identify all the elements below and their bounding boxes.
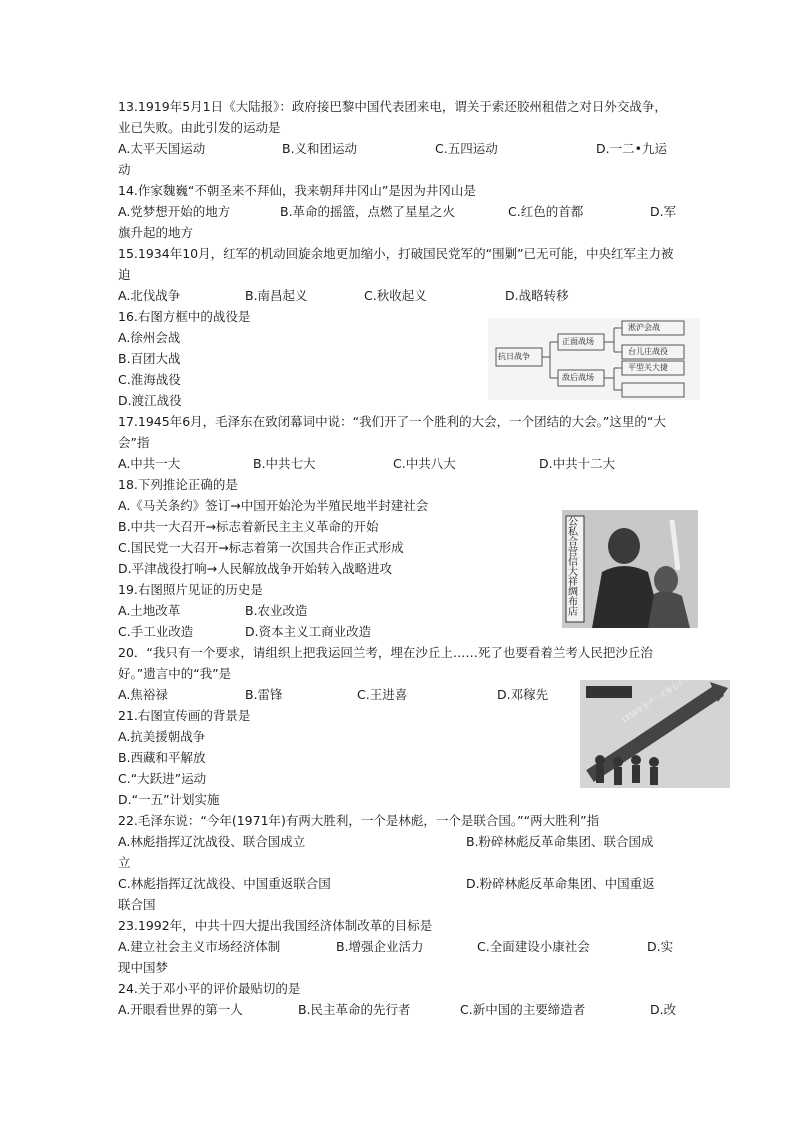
q20-option-c: C.王进喜 (357, 687, 408, 702)
q16-option-d: D.渡江战役 (118, 393, 182, 408)
q21-propaganda-poster (580, 680, 730, 788)
q19-option-b: B.农业改造 (245, 603, 308, 618)
q14-option-c: C.红色的首都 (508, 204, 584, 219)
q15-option-d: D.战略转移 (505, 288, 569, 303)
q22-option-b-cont: 立 (118, 855, 131, 870)
q13-option-c: C.五四运动 (435, 141, 498, 156)
q24-option-d: D.改 (650, 1002, 677, 1017)
q23-stem: 23.1992年，中共十四大提出我国经济体制改革的目标是 (118, 918, 433, 933)
diagram-rear-battlefield: 敌后战场 (562, 373, 594, 382)
q16-option-a: A.徐州会战 (118, 330, 181, 345)
q21-option-b: B.西藏和平解放 (118, 750, 206, 765)
q21-stem: 21.右图宣传画的背景是 (118, 708, 251, 723)
q23-option-d-cont: 现中国梦 (118, 960, 169, 975)
q22-option-b: B.粉碎林彪反革命集团、联合国成 (466, 834, 654, 849)
q14-option-b: B.革命的摇篮，点燃了星星之火 (280, 204, 456, 219)
q13-option-d-cont: 动 (118, 162, 131, 177)
q16-stem: 16.右图方框中的战役是 (118, 309, 251, 324)
q15-stem: 15.1934年10月，红军的机动回旋余地更加缩小，打破国民党军的“围剿”已无可能，中央红军主力被迫 (118, 246, 674, 282)
q23-option-b: B.增强企业活力 (336, 939, 424, 954)
diagram-leaf-pingxingguan: 平型关大捷 (628, 363, 668, 372)
q18-option-d: D.平津战役打响→人民解放战争开始转入战略进攻 (118, 561, 393, 576)
photo-placeholder (562, 510, 698, 628)
q23-option-c: C.全面建设小康社会 (477, 939, 590, 954)
q17-stem: 17.1945年6月，毛泽东在致闭幕词中说：“我们开了一个胜利的大会，一个团结的大会。”这里的“大会”指 (118, 414, 666, 450)
q21-option-c: C.“大跃进”运动 (118, 771, 207, 786)
q18-option-a: A.《马关条约》签订→中国开始沦为半殖民地半封建社会 (118, 498, 429, 513)
q21-option-d: D.“一五”计划实施 (118, 792, 220, 807)
q13-option-d: D.一二•九运 (596, 141, 667, 156)
q23-option-d: D.实 (647, 939, 674, 954)
q20-stem: 20．“我只有一个要求，请组织上把我运回兰考，埋在沙丘上……死了也要看着兰考人民把沙丘治好。”遗言中的“我”是 (118, 645, 653, 681)
q14-stem: 14.作家魏巍“不朝圣来不拜仙，我来朝拜井冈山”是因为井冈山是 (118, 183, 476, 198)
q18-option-b: B.中共一大召开→标志着新民主主义革命的开始 (118, 519, 379, 534)
q15-option-a: A.北伐战争 (118, 288, 181, 303)
q24-option-a: A.开眼看世界的第一人 (118, 1002, 243, 1017)
q16-option-b: B.百团大战 (118, 351, 181, 366)
q22-stem: 22.毛泽东说：“今年(1971年)有两大胜利，一个是林彪，一个是联合国。”“两大胜利”指 (118, 813, 600, 828)
q21-option-a: A.抗美援朝战争 (118, 729, 206, 744)
q16-option-c: C.淮海战役 (118, 372, 181, 387)
q16-battle-diagram (488, 318, 700, 400)
q24-option-c: C.新中国的主要缔造者 (460, 1002, 586, 1017)
q23-option-a: A.建立社会主义市场经济体制 (118, 939, 281, 954)
q14-option-a: A.党梦想开始的地方 (118, 204, 231, 219)
q19-option-d: D.资本主义工商业改造 (245, 624, 372, 639)
q14-option-d: D.军 (650, 204, 677, 219)
q22-option-d: D.粉碎林彪反革命集团、中国重返 (466, 876, 655, 891)
q13-option-b: B.义和团运动 (282, 141, 358, 156)
q17-option-b: B.中共七大 (253, 456, 316, 471)
diagram-leaf-taierzhuang: 台儿庄战役 (628, 347, 668, 356)
q24-stem: 24.关于邓小平的评价最贴切的是 (118, 981, 301, 996)
q20-option-a: A.焦裕禄 (118, 687, 168, 702)
q20-option-d: D.邓稼先 (497, 687, 549, 702)
q15-option-c: C.秋收起义 (364, 288, 427, 303)
q19-historical-photo (562, 510, 698, 628)
q20-option-b: B.雷锋 (245, 687, 283, 702)
diagram-root: 抗日战争 (498, 352, 530, 361)
q18-stem: 18.下列推论正确的是 (118, 477, 238, 492)
q19-option-a: A.土地改革 (118, 603, 181, 618)
q14-option-d-cont: 旗升起的地方 (118, 225, 194, 240)
diagram-front-battlefield: 正面战场 (562, 337, 594, 346)
q19-option-c: C.手工业改造 (118, 624, 194, 639)
q17-option-d: D.中共十二大 (539, 456, 616, 471)
q22-option-c: C.林彪指挥辽沈战役、中国重返联合国 (118, 876, 331, 891)
q24-option-b: B.民主革命的先行者 (298, 1002, 411, 1017)
q18-option-c: C.国民党一大召开→标志着第一次国共合作正式形成 (118, 540, 404, 555)
q17-option-a: A.中共一大 (118, 456, 181, 471)
diagram-leaf-songhu: 淞沪会战 (628, 323, 660, 332)
q15-option-b: B.南昌起义 (245, 288, 308, 303)
q22-option-d-cont: 联合国 (118, 897, 156, 912)
q22-option-a: A.林彪指挥辽沈战役、联合国成立 (118, 834, 306, 849)
q13-stem: 13.1919年5月1日《大陆报》：政府接巴黎中国代表团来电，谓关于索还胶州租借之对日外交战争，业已失败。由此引发的运动是 (118, 99, 667, 135)
diagram-blank-box (622, 383, 684, 397)
photo-sign-text: 公私合营信大祥绸布店 (568, 517, 578, 618)
q13-option-a: A.太平天国运动 (118, 141, 206, 156)
q17-option-c: C.中共八大 (393, 456, 456, 471)
q19-stem: 19.右图照片见证的历史是 (118, 582, 263, 597)
